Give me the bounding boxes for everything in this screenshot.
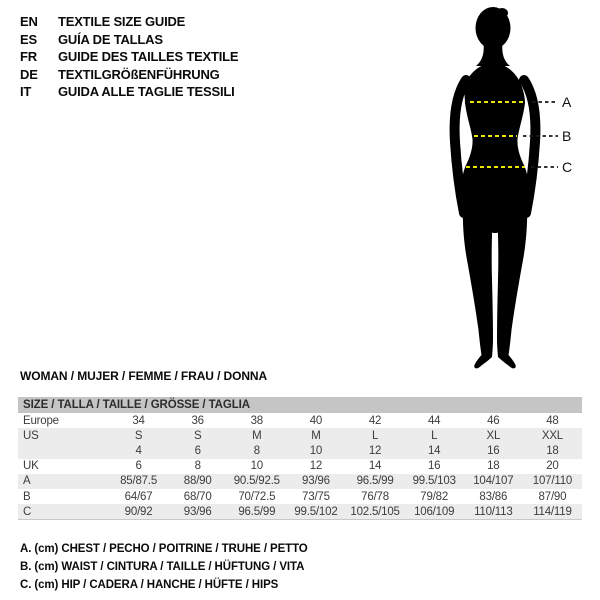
table-cell: 36 — [191, 414, 204, 427]
table-cell: 40 — [309, 414, 323, 427]
size-table-header: SIZE / TALLA / TAILLE / GRÖSSE / TAGLIA — [18, 397, 582, 413]
marker-label-c: C — [562, 159, 573, 175]
row-label: C — [23, 505, 32, 518]
table-row-uk — [18, 459, 582, 474]
table-cell: 76/78 — [361, 490, 389, 503]
table-cell: XXL — [541, 429, 563, 442]
table-cell: 44 — [427, 414, 441, 427]
measurement-figure — [420, 0, 600, 380]
table-cell: M — [252, 429, 262, 442]
table-row-europe — [18, 413, 582, 428]
table-cell: 79/82 — [420, 490, 449, 503]
measurement-legend — [20, 541, 308, 594]
row-label: B — [23, 490, 31, 503]
table-cell: L — [431, 429, 438, 442]
marker-label-a: A — [562, 94, 572, 110]
table-cell: 18 — [546, 444, 559, 457]
marker-label-b: B — [562, 128, 572, 144]
table-cell: 110/113 — [474, 505, 513, 518]
table-cell: 88/90 — [183, 475, 212, 488]
language-row-it — [20, 83, 238, 101]
table-cell: 99.5/103 — [412, 475, 456, 488]
table-cell: S — [134, 429, 143, 442]
table-row-us-numeric — [18, 443, 582, 458]
table-cell: 16 — [427, 460, 441, 473]
table-cell: 6 — [194, 444, 201, 457]
row-label: Europe — [23, 414, 59, 427]
legend-waist: B. (cm) WAIST / CINTURA / TAILLE / HÜFTUNG / VITA — [20, 560, 305, 573]
language-row-de — [20, 66, 238, 84]
language-row-es — [20, 31, 238, 49]
table-cell: 14 — [368, 460, 382, 473]
legend-chest: A. (cm) CHEST / PECHO / POITRINE / TRUHE / PETTO — [20, 543, 308, 555]
size-table — [18, 397, 582, 520]
row-label: UK — [23, 460, 39, 473]
language-row-fr — [20, 48, 238, 66]
language-code: ES — [20, 31, 37, 47]
table-cell: 48 — [546, 414, 559, 427]
language-title: TEXTILGRÖßENFÜHRUNG — [58, 66, 220, 82]
language-title: TEXTILE SIZE GUIDE — [58, 14, 186, 29]
language-code: FR — [20, 49, 37, 65]
table-cell: 38 — [250, 414, 264, 427]
table-cell: 83/86 — [479, 490, 508, 503]
table-cell: 85/87.5 — [120, 475, 158, 488]
table-cell: 93/96 — [302, 475, 330, 488]
table-cell: S — [193, 429, 202, 442]
table-cell: 6 — [135, 460, 142, 473]
language-title: GUIDE DES TAILLES TEXTILE — [58, 49, 239, 65]
table-cell: 42 — [368, 414, 382, 427]
table-cell: 104/107 — [473, 475, 514, 488]
language-code: DE — [20, 66, 38, 82]
table-cell: 114/119 — [533, 505, 572, 518]
row-label: US — [23, 429, 39, 442]
table-cell: 96.5/99 — [238, 505, 276, 518]
table-cell: 93/96 — [183, 505, 212, 518]
table-cell: 64/67 — [124, 490, 153, 503]
language-title: GUÍA DE TALLAS — [58, 31, 163, 47]
table-cell: 90.5/92.5 — [233, 475, 280, 488]
table-cell: 46 — [487, 414, 500, 427]
table-cell: M — [311, 429, 321, 442]
table-cell: 10 — [250, 460, 264, 473]
table-cell: 102.5/105 — [350, 505, 400, 518]
table-cell: 12 — [368, 444, 382, 457]
language-row-en — [20, 13, 238, 31]
legend-hip: C. (cm) HIP / CADERA / HANCHE / HÜFTE / HIPS — [20, 578, 279, 591]
table-cell: 12 — [309, 460, 323, 473]
table-row-us-letter — [18, 428, 582, 443]
table-cell: 107/110 — [532, 475, 573, 488]
woman-silhouette-icon — [420, 0, 600, 380]
table-cell: 18 — [487, 460, 500, 473]
table-row-hip — [18, 504, 582, 519]
table-cell: 16 — [487, 444, 500, 457]
table-cell: 8 — [194, 460, 201, 473]
table-cell: 34 — [132, 414, 145, 427]
table-cell: 8 — [253, 444, 260, 457]
table-cell: 70/72.5 — [238, 490, 276, 503]
table-cell: XL — [486, 429, 501, 442]
table-cell: 4 — [135, 444, 142, 457]
table-row-waist — [18, 489, 582, 504]
table-cell: 87/90 — [538, 490, 567, 503]
table-cell: 96.5/99 — [356, 475, 394, 488]
section-title: WOMAN / MUJER / FEMME / FRAU / DONNA — [20, 369, 268, 383]
table-cell: 68/70 — [183, 490, 212, 503]
table-cell: 10 — [309, 444, 323, 457]
table-cell: 99.5/102 — [294, 505, 338, 518]
table-cell: 106/109 — [414, 505, 455, 518]
language-list — [20, 13, 238, 101]
table-cell: 90/92 — [124, 505, 153, 518]
language-code: IT — [20, 84, 32, 100]
row-label: A — [23, 475, 31, 488]
table-cell: 20 — [546, 460, 559, 473]
table-cell: 73/75 — [302, 490, 330, 503]
language-title: GUIDA ALLE TAGLIE TESSILI — [58, 84, 235, 100]
table-cell: 14 — [427, 444, 441, 457]
table-cell: L — [371, 429, 379, 442]
table-row-chest — [18, 474, 582, 489]
language-code: EN — [20, 14, 38, 29]
